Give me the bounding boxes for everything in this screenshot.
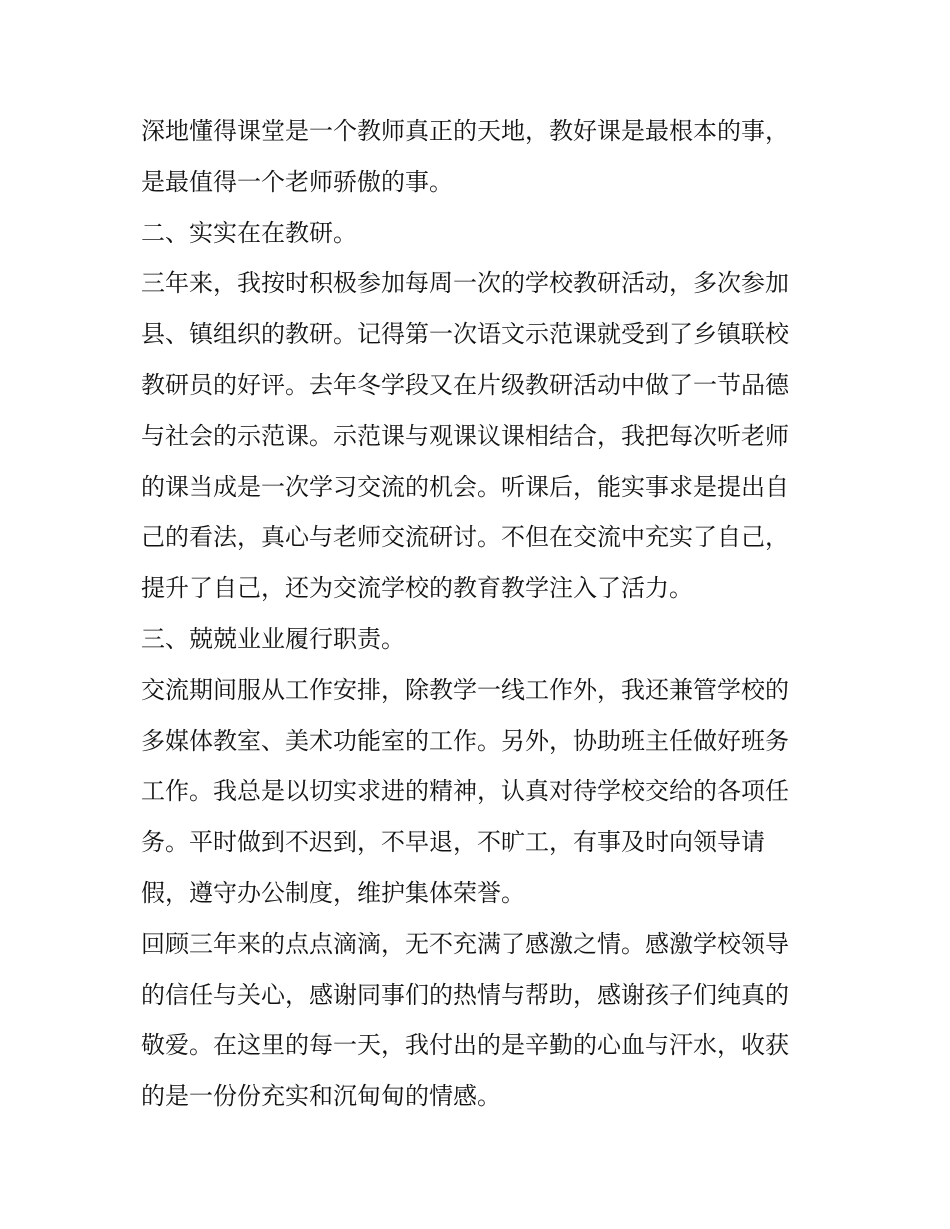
text-line: 是最值得一个老师骄傲的事。 [141, 167, 453, 196]
text-line: 提升了自己，还为交流学校的教育教学注入了活力。 [141, 574, 693, 603]
text-line: 的是一份份充实和沉甸甸的情感。 [141, 1082, 501, 1111]
text-line: 县、镇组织的教研。记得第一次语文示范课就受到了乡镇联校 [141, 320, 789, 349]
text-line: 教研员的好评。去年冬学段又在片级教研活动中做了一节品德 [141, 370, 789, 399]
text-line: 的信任与关心，感谢同事们的热情与帮助，感谢孩子们纯真的 [141, 980, 789, 1009]
section-heading: 三、兢兢业业履行职责。 [141, 624, 405, 653]
text-line: 己的看法，真心与老师交流研讨。不但在交流中充实了自己， [141, 523, 789, 552]
text-line: 交流期间服从工作安排，除教学一线工作外，我还兼管学校的 [141, 675, 789, 704]
text-line: 与社会的示范课。示范课与观课议课相结合，我把每次听老师 [141, 421, 789, 450]
text-line: 的课当成是一次学习交流的机会。听课后，能实事求是提出自 [141, 472, 789, 501]
text-line: 回顾三年来的点点滴滴，无不充满了感激之情。感激学校领导 [141, 929, 789, 958]
text-line: 工作。我总是以切实求进的精神，认真对待学校交给的各项任 [141, 777, 789, 806]
text-line: 深地懂得课堂是一个教师真正的天地，教好课是最根本的事， [141, 117, 789, 145]
text-line: 多媒体教室、美术功能室的工作。另外，协助班主任做好班务 [141, 726, 789, 755]
text-line: 敬爱。在这里的每一天，我付出的是辛勤的心血与汗水，收获 [141, 1031, 789, 1060]
section-heading: 二、实实在在教研。 [141, 218, 357, 247]
text-line: 三年来，我按时积极参加每周一次的学校教研活动，多次参加 [141, 269, 789, 298]
text-line: 务。平时做到不迟到，不早退，不旷工，有事及时向领导请 [141, 828, 765, 857]
text-line: 假，遵守办公制度，维护集体荣誉。 [141, 878, 525, 907]
body-text [141, 106, 821, 1122]
